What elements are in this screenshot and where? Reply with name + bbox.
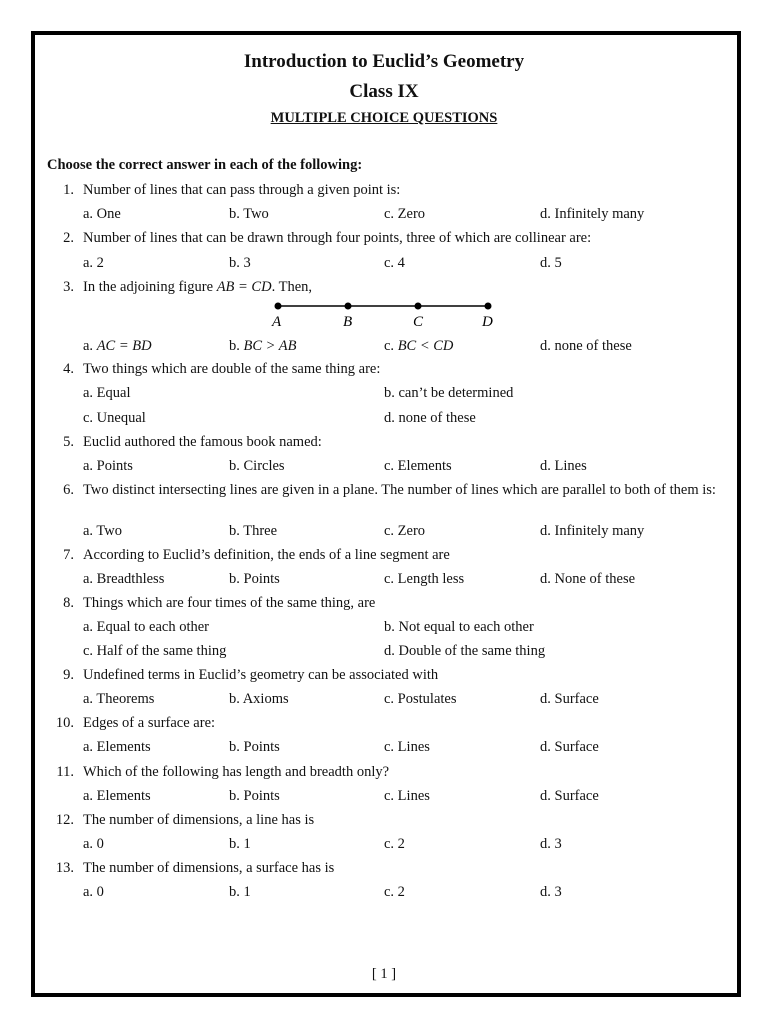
question-text: The number of dimensions, a surface has is: [83, 860, 335, 876]
option-c: c. Postulates: [384, 691, 457, 707]
point-label-d: D: [482, 314, 493, 330]
question-text: The number of dimensions, a line has is: [83, 812, 315, 828]
point-a-dot: [275, 303, 282, 310]
question-number: 8.: [63, 595, 74, 611]
section-heading: MULTIPLE CHOICE QUESTIONS: [270, 110, 498, 126]
question-number: 1.: [63, 182, 74, 198]
question-text: Which of the following has length and breadth only?: [83, 764, 390, 780]
question-number: 10.: [55, 715, 74, 731]
class-label: Class IX: [349, 81, 419, 102]
question-number: 9.: [63, 667, 74, 683]
option-c: c. Half of the same thing: [83, 643, 227, 659]
option-a: a. Elements: [83, 788, 151, 804]
option-a: a. Two: [83, 523, 122, 539]
question-text: In the adjoining figure AB = CD. Then,: [83, 279, 312, 295]
option-b: b. can’t be determined: [384, 385, 514, 401]
option-d: d. 5: [540, 255, 562, 271]
question-number: 5.: [63, 434, 74, 450]
point-label-c: C: [413, 314, 424, 330]
point-b-dot: [345, 303, 352, 310]
question-text: Edges of a surface are:: [83, 715, 216, 731]
option-c: c. 2: [384, 836, 405, 852]
option-d: d. None of these: [540, 571, 636, 587]
option-c: c. 2: [384, 884, 405, 900]
option-a: a. 2: [83, 255, 104, 271]
question-number: 13.: [55, 860, 74, 876]
option-d: d. Surface: [540, 739, 599, 755]
question-text: Things which are four times of the same thing, are: [83, 595, 376, 611]
question-number: 4.: [63, 361, 74, 377]
option-b: b. Axioms: [229, 691, 289, 707]
option-d: d. Infinitely many: [540, 206, 645, 222]
option-b: b. 1: [229, 884, 251, 900]
option-a: a. Theorems: [83, 691, 155, 707]
option-a: a. Equal: [83, 385, 131, 401]
question-text: Number of lines that can be drawn through four points, three of which are collinear are:: [83, 230, 592, 246]
option-c: c. Elements: [384, 458, 452, 474]
option-d: d. Infinitely many: [540, 523, 645, 539]
option-b: b. 1: [229, 836, 251, 852]
option-d: d. none of these: [540, 338, 632, 354]
option-d: d. Surface: [540, 691, 599, 707]
option-b: b. Three: [229, 523, 278, 539]
instruction-text: Choose the correct answer in each of the following:: [47, 157, 363, 173]
question-text: Two distinct intersecting lines are given in a plane. The number of lines which are parallel to both of them is:: [83, 482, 716, 498]
option-c: c. Lines: [384, 788, 430, 804]
option-c: c. BC < CD: [384, 338, 454, 354]
option-d: d. Surface: [540, 788, 599, 804]
option-c: c. Zero: [384, 206, 426, 222]
point-label-b: B: [343, 314, 353, 330]
option-a: a. Points: [83, 458, 133, 474]
question-number: 2.: [63, 230, 74, 246]
option-a: a. Elements: [83, 739, 151, 755]
option-d: d. none of these: [384, 410, 476, 426]
point-c-dot: [415, 303, 422, 310]
option-c: c. Zero: [384, 523, 426, 539]
option-c: c. Unequal: [83, 410, 146, 426]
line-segment-figure: [262, 296, 502, 332]
option-b: b. Points: [229, 788, 280, 804]
option-a: a. AC = BD: [83, 338, 152, 354]
question-number: 7.: [63, 547, 74, 563]
question-number: 6.: [63, 482, 74, 498]
option-b: b. Two: [229, 206, 269, 222]
option-b: b. Points: [229, 571, 280, 587]
option-a: a. 0: [83, 884, 104, 900]
option-b: b. Circles: [229, 458, 285, 474]
question-text: Undefined terms in Euclid’s geometry can be associated with: [83, 667, 439, 683]
option-b: b. Points: [229, 739, 280, 755]
option-c: c. Lines: [384, 739, 430, 755]
option-c: c. 4: [384, 255, 405, 271]
option-b: b. 3: [229, 255, 251, 271]
option-b: b. Not equal to each other: [384, 619, 534, 635]
question-text: Euclid authored the famous book named:: [83, 434, 322, 450]
option-a: a. One: [83, 206, 121, 222]
question-text: Two things which are double of the same thing are:: [83, 361, 381, 377]
option-d: d. Double of the same thing: [384, 643, 546, 659]
document-title: Introduction to Euclid’s Geometry: [243, 51, 525, 72]
option-a: a. 0: [83, 836, 104, 852]
question-number: 3.: [63, 279, 74, 295]
math-expression: AB = CD: [216, 279, 272, 295]
page-number: [ 1 ]: [371, 966, 397, 982]
option-a: a. Breadthless: [83, 571, 165, 587]
point-label-a: A: [272, 314, 282, 330]
option-d: d. 3: [540, 884, 562, 900]
option-a: a. Equal to each other: [83, 619, 210, 635]
option-c: c. Length less: [384, 571, 465, 587]
option-b: b. BC > AB: [229, 338, 297, 354]
option-d: d. 3: [540, 836, 562, 852]
question-number: 12.: [55, 812, 74, 828]
question-text: Number of lines that can pass through a given point is:: [83, 182, 401, 198]
point-d-dot: [485, 303, 492, 310]
option-d: d. Lines: [540, 458, 587, 474]
question-text: According to Euclid’s definition, the ends of a line segment are: [83, 547, 450, 563]
question-number: 11.: [56, 764, 74, 780]
